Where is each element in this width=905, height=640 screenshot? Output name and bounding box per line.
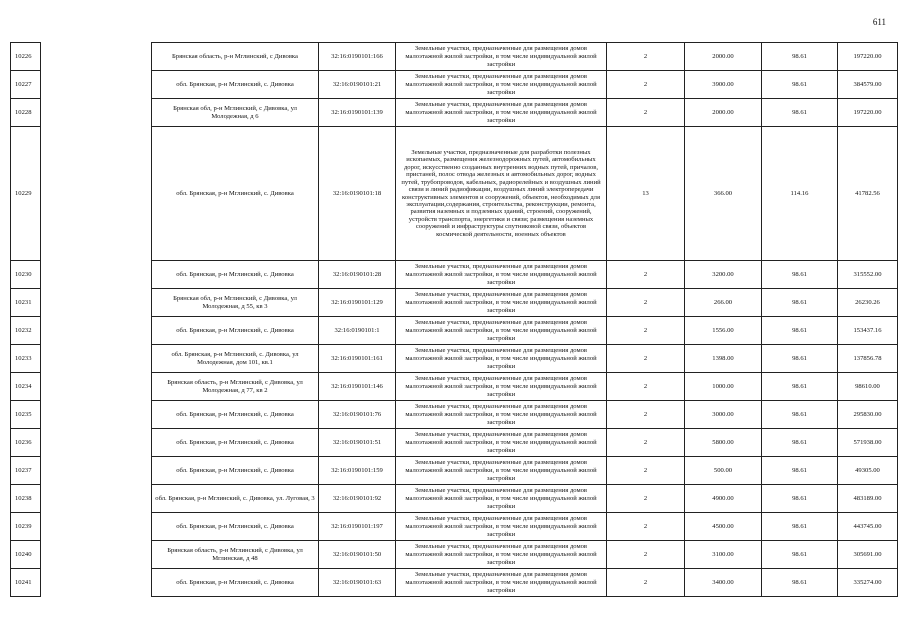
spacer-cell [41,261,152,289]
land-use-cell: Земельные участки, предназначенные для размещения домов малоэтажной жилой застройки, в том числе индивидуальной жилой застройки [396,513,607,541]
cadastral-value-cell: 571938.00 [838,429,898,457]
area-cell: 266.00 [685,289,762,317]
area-cell: 4900.00 [685,485,762,513]
land-use-cell: Земельные участки, предназначенные для размещения домов малоэтажной жилой застройки, в том числе индивидуальной жилой застройки [396,569,607,597]
cadastral-value-cell: 305691.00 [838,541,898,569]
group-number-cell: 2 [607,569,685,597]
address-cell: обл. Брянская, р-н Мглинский, с. Дивовка [152,71,319,99]
area-cell: 500.00 [685,457,762,485]
land-use-cell: Земельные участки, предназначенные для разработки полезных ископаемых, размещения железнодорожных путей, автомобильных дорог, искусственно созданных внутренних водных путей, причалов, пристаней, полос отвода железных и автомобильных дорог, водных путей, трубопроводов, кабельных, радиорелейных и воздушных линий связи и линий радиофикации, воздушных линий электропередачи конструктивных элементов и сооружений, объектов, необходимых для эксплуатации,содержания, строительства, реконструкции, ремонта, развития наземных и подземных зданий, строений, сооружений, устройств транспорта, энергетики и связи; размещения наземных сооружений и инфраструктуры спутниковой связи, объектов космической деятельности, военных объектов [396,127,607,261]
row-number-cell: 10236 [11,429,41,457]
area-cell: 3000.00 [685,401,762,429]
table-row [11,513,898,541]
row-number-cell: 10232 [11,317,41,345]
address-cell: обл. Брянская, р-н Мглинский, с. Дивовка [152,127,319,261]
address-cell: обл. Брянская, р-н Мглинский, с. Дивовка [152,457,319,485]
group-number-cell: 2 [607,345,685,373]
area-cell: 1000.00 [685,373,762,401]
cadastral-value-cell: 197220.00 [838,99,898,127]
area-cell: 2000.00 [685,43,762,71]
table-row [11,99,898,127]
row-number-cell: 10238 [11,485,41,513]
spacer-cell [41,373,152,401]
spacer-cell [41,71,152,99]
address-cell: Брянская область, р-н Мглинский, с Дивовка, ул Мглинская, д 48 [152,541,319,569]
cadastral-number-cell: 32:16:0190101:161 [319,345,396,373]
land-use-cell: Земельные участки, предназначенные для размещения домов малоэтажной жилой застройки, в том числе индивидуальной жилой застройки [396,373,607,401]
land-use-cell: Земельные участки, предназначенные для размещения домов малоэтажной жилой застройки, в том числе индивидуальной жилой застройки [396,485,607,513]
spacer-cell [41,317,152,345]
specific-value-cell: 98.61 [762,43,838,71]
group-number-cell: 2 [607,99,685,127]
land-use-cell: Земельные участки, предназначенные для размещения домов малоэтажной жилой застройки, в том числе индивидуальной жилой застройки [396,317,607,345]
row-number-cell: 10230 [11,261,41,289]
cadastral-number-cell: 32:16:0190101:159 [319,457,396,485]
specific-value-cell: 98.61 [762,457,838,485]
table-row [11,71,898,99]
spacer-cell [41,99,152,127]
cadastral-value-cell: 295830.00 [838,401,898,429]
specific-value-cell: 98.61 [762,541,838,569]
area-cell: 1398.00 [685,345,762,373]
spacer-cell [41,289,152,317]
spacer-cell [41,457,152,485]
land-use-cell: Земельные участки, предназначенные для размещения домов малоэтажной жилой застройки, в том числе индивидуальной жилой застройки [396,289,607,317]
specific-value-cell: 98.61 [762,373,838,401]
table-row [11,43,898,71]
specific-value-cell: 98.61 [762,513,838,541]
group-number-cell: 2 [607,43,685,71]
spacer-cell [41,127,152,261]
cadastral-number-cell: 32:16:0190101:129 [319,289,396,317]
address-cell: обл. Брянская, р-н Мглинский, с. Дивовка, ул. Луговая, 3 [152,485,319,513]
address-cell: Брянская область, р-н Мглинский, с Дивовка, ул Молодежная, д 77, кв 2 [152,373,319,401]
land-use-cell: Земельные участки, предназначенные для размещения домов малоэтажной жилой застройки, в том числе индивидуальной жилой застройки [396,457,607,485]
specific-value-cell: 98.61 [762,71,838,99]
row-number-cell: 10231 [11,289,41,317]
land-use-cell: Земельные участки, предназначенные для размещения домов малоэтажной жилой застройки, в том числе индивидуальной жилой застройки [396,99,607,127]
table-row [11,541,898,569]
area-cell: 3900.00 [685,71,762,99]
row-number-cell: 10237 [11,457,41,485]
cadastral-number-cell: 32:16:0190101:139 [319,99,396,127]
land-use-cell: Земельные участки, предназначенные для размещения домов малоэтажной жилой застройки, в том числе индивидуальной жилой застройки [396,429,607,457]
row-number-cell: 10240 [11,541,41,569]
group-number-cell: 2 [607,401,685,429]
specific-value-cell: 98.61 [762,569,838,597]
cadastral-number-cell: 32:16:0190101:21 [319,71,396,99]
specific-value-cell: 98.61 [762,345,838,373]
area-cell: 4500.00 [685,513,762,541]
row-number-cell: 10235 [11,401,41,429]
address-cell: обл. Брянская, р-н Мглинский, с. Дивовка [152,429,319,457]
cadastral-number-cell: 32:16:0190101:1 [319,317,396,345]
group-number-cell: 2 [607,513,685,541]
row-number-cell: 10229 [11,127,41,261]
table-row [11,569,898,597]
cadastral-value-cell: 26230.26 [838,289,898,317]
cadastral-value-table [10,42,898,597]
spacer-cell [41,345,152,373]
group-number-cell: 2 [607,429,685,457]
row-number-cell: 10241 [11,569,41,597]
land-use-cell: Земельные участки, предназначенные для размещения домов малоэтажной жилой застройки, в том числе индивидуальной жилой застройки [396,71,607,99]
area-cell: 5800.00 [685,429,762,457]
cadastral-number-cell: 32:16:0190101:51 [319,429,396,457]
cadastral-value-cell: 384579.00 [838,71,898,99]
cadastral-value-cell: 41782.56 [838,127,898,261]
table-row [11,127,898,261]
table-row [11,261,898,289]
address-cell: обл. Брянская, р-н Мглинский, с. Дивовка [152,569,319,597]
group-number-cell: 2 [607,71,685,99]
area-cell: 3100.00 [685,541,762,569]
specific-value-cell: 98.61 [762,485,838,513]
specific-value-cell: 98.61 [762,401,838,429]
cadastral-number-cell: 32:16:0190101:28 [319,261,396,289]
cadastral-value-cell: 49305.00 [838,457,898,485]
cadastral-value-cell: 137856.78 [838,345,898,373]
spacer-cell [41,43,152,71]
address-cell: обл. Брянская, р-н Мглинский, с. Дивовка [152,513,319,541]
row-number-cell: 10239 [11,513,41,541]
cadastral-value-cell: 315552.00 [838,261,898,289]
group-number-cell: 2 [607,485,685,513]
cadastral-number-cell: 32:16:0190101:50 [319,541,396,569]
row-number-cell: 10228 [11,99,41,127]
table-row [11,373,898,401]
table-row [11,457,898,485]
area-cell: 2000.00 [685,99,762,127]
land-use-cell: Земельные участки, предназначенные для размещения домов малоэтажной жилой застройки, в том числе индивидуальной жилой застройки [396,43,607,71]
cadastral-value-cell: 197220.00 [838,43,898,71]
address-cell: Брянская обл, р-н Мглинский, с Дивовка, ул Молодежная, д 55, кв 3 [152,289,319,317]
address-cell: Брянская область, р-н Мглинский, с Дивовка [152,43,319,71]
group-number-cell: 2 [607,261,685,289]
table-row [11,401,898,429]
land-use-cell: Земельные участки, предназначенные для размещения домов малоэтажной жилой застройки, в том числе индивидуальной жилой застройки [396,345,607,373]
cadastral-number-cell: 32:16:0190101:146 [319,373,396,401]
cadastral-number-cell: 32:16:0190101:63 [319,569,396,597]
cadastral-value-cell: 153437.16 [838,317,898,345]
address-cell: обл. Брянская, р-н Мглинский, с. Дивовка [152,261,319,289]
row-number-cell: 10226 [11,43,41,71]
cadastral-number-cell: 32:16:0190101:92 [319,485,396,513]
specific-value-cell: 98.61 [762,261,838,289]
specific-value-cell: 98.61 [762,99,838,127]
cadastral-number-cell: 32:16:0190101:18 [319,127,396,261]
table-row [11,485,898,513]
table-row [11,317,898,345]
group-number-cell: 2 [607,317,685,345]
area-cell: 1556.00 [685,317,762,345]
group-number-cell: 2 [607,541,685,569]
specific-value-cell: 98.61 [762,429,838,457]
area-cell: 3400.00 [685,569,762,597]
address-cell: обл. Брянская, р-н Мглинский, с. Дивовка [152,401,319,429]
row-number-cell: 10234 [11,373,41,401]
table-row [11,345,898,373]
table-row [11,429,898,457]
land-use-cell: Земельные участки, предназначенные для размещения домов малоэтажной жилой застройки, в том числе индивидуальной жилой застройки [396,401,607,429]
land-use-cell: Земельные участки, предназначенные для размещения домов малоэтажной жилой застройки, в том числе индивидуальной жилой застройки [396,541,607,569]
page-number: 611 [872,17,886,27]
group-number-cell: 2 [607,373,685,401]
group-number-cell: 2 [607,457,685,485]
spacer-cell [41,485,152,513]
cadastral-value-cell: 335274.00 [838,569,898,597]
address-cell: обл. Брянская, р-н Мглинский, с. Дивовка, ул Молодежная, дом 101, кв.1 [152,345,319,373]
spacer-cell [41,541,152,569]
land-use-cell: Земельные участки, предназначенные для размещения домов малоэтажной жилой застройки, в том числе индивидуальной жилой застройки [396,261,607,289]
area-cell: 3200.00 [685,261,762,289]
specific-value-cell: 114.16 [762,127,838,261]
area-cell: 366.00 [685,127,762,261]
cadastral-number-cell: 32:16:0190101:76 [319,401,396,429]
spacer-cell [41,401,152,429]
cadastral-value-cell: 98610.00 [838,373,898,401]
row-number-cell: 10233 [11,345,41,373]
table-row [11,289,898,317]
cadastral-value-cell: 443745.00 [838,513,898,541]
spacer-cell [41,569,152,597]
address-cell: Брянская обл, р-н Мглинский, с Дивовка, ул Молодежная, д 6 [152,99,319,127]
address-cell: обл. Брянская, р-н Мглинский, с. Дивовка [152,317,319,345]
specific-value-cell: 98.61 [762,289,838,317]
spacer-cell [41,429,152,457]
group-number-cell: 2 [607,289,685,317]
cadastral-number-cell: 32:16:0190101:166 [319,43,396,71]
group-number-cell: 13 [607,127,685,261]
specific-value-cell: 98.61 [762,317,838,345]
cadastral-number-cell: 32:16:0190101:197 [319,513,396,541]
row-number-cell: 10227 [11,71,41,99]
spacer-cell [41,513,152,541]
cadastral-value-cell: 483189.00 [838,485,898,513]
